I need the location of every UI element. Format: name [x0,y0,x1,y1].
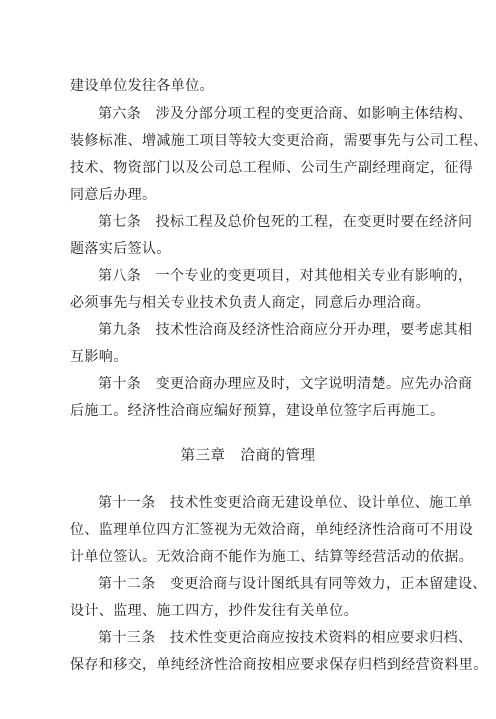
article-10-line-2: 后施工。经济性洽商应编好预算，建设单位签字后再施工。 [70,403,445,419]
article-10-line-1: 第十条 变更洽商办理应及时，文字说明清楚。应先办洽商 [98,376,473,392]
article-11-line-1: 第十一条 技术性变更洽商无建设单位、设计单位、施工单 [98,495,473,511]
article-7-line-1: 第七条 投标工程及总价包死的工程，在变更时要在经济问 [98,214,473,230]
article-6-line-3: 技术、物资部门以及公司总工程师、公司生产副经理商定，征得 [70,160,474,176]
chapter-3-title: 第三章 洽商的管理 [180,448,316,464]
intro-line: 建设单位发往各单位。 [70,78,214,94]
article-6-line-2: 装修标准、增减施工项目等较大变更洽商，需要事先与公司工程、 [70,133,488,149]
article-12-line-1: 第十二条 变更洽商与设计图纸具有同等效力，正本留建设、 [98,576,487,592]
article-9-line-2: 互影响。 [70,349,128,365]
article-6-line-4: 同意后办理。 [70,187,157,203]
article-13-line-1: 第十三条 技术性变更洽商应按技术资料的相应要求归档、 [98,630,473,646]
article-8-line-2: 必须事先与相关专业技术负责人商定，同意后办理洽商。 [70,295,430,311]
article-8-line-1: 第八条 一个专业的变更项目，对其他相关专业有影响的， [98,268,473,284]
article-11-line-3: 计单位签认。无效洽商不能作为施工、结算等经营活动的依据。 [70,549,474,565]
article-13-line-2: 保存和移交，单纯经济性洽商按相应要求保存归档到经营资料里。 [70,657,488,673]
article-12-line-2: 设计、监理、施工四方，抄件发往有关单位。 [70,603,358,619]
article-6-line-1: 第六条 涉及分部分项工程的变更洽商、如影响主体结构、 [98,106,473,122]
article-9-line-1: 第九条 技术性洽商及经济性洽商应分开办理，要考虑其相 [98,322,473,338]
article-11-line-2: 位、监理单位四方汇签视为无效洽商，单纯经济性洽商可不用设 [70,522,474,538]
article-7-line-2: 题落实后签认。 [70,241,171,257]
